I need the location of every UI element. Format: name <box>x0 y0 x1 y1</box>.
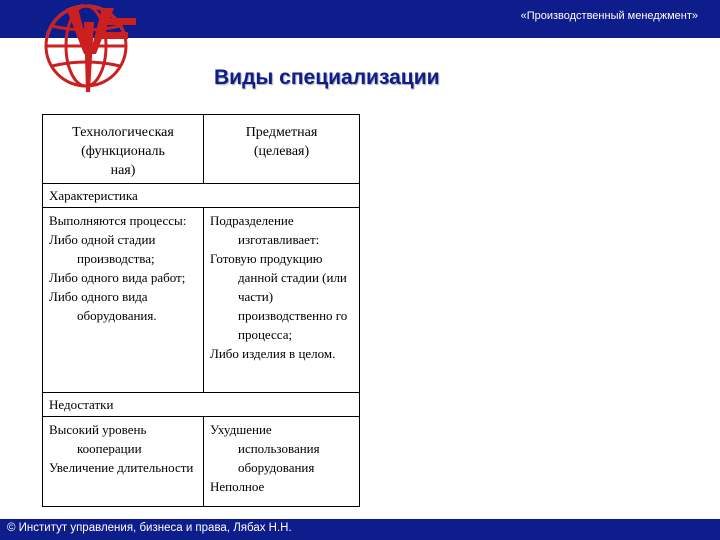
column-header-subject <box>204 115 360 184</box>
course-title: «Производственный менеджмент» <box>520 10 698 22</box>
table-row <box>43 417 360 507</box>
specialization-table <box>42 114 360 507</box>
page-title: Виды специализации <box>214 66 440 89</box>
list-item: Либо одного вида работ; <box>49 270 186 285</box>
section-drawbacks: Недостатки <box>43 393 360 417</box>
list-item: Высокий уровень кооперации <box>49 422 147 456</box>
list-item: Неполное <box>210 479 265 494</box>
footer-bar <box>0 519 720 540</box>
header-line: (функциональ <box>81 144 165 159</box>
list-item: Выполняются процессы: <box>49 213 187 228</box>
cell-characteristic-technological <box>43 208 204 393</box>
list-item: Либо изделия в целом. <box>210 346 336 361</box>
cell-characteristic-subject <box>204 208 360 393</box>
list-item: Подразделение изготавливает: <box>210 213 320 247</box>
section-characteristic: Характеристика <box>43 184 360 208</box>
cell-drawbacks-technological <box>43 417 204 507</box>
cell-drawbacks-subject <box>204 417 360 507</box>
list-item: Готовую продукцию данной стадии (или части) производственно го процесса; <box>210 251 348 342</box>
institute-logo <box>14 2 162 94</box>
header-line: (целевая) <box>253 144 310 159</box>
list-item: Либо одного вида оборудования. <box>49 289 157 323</box>
list-item: Ухудшение использования оборудования <box>210 422 320 475</box>
section-row <box>43 393 360 417</box>
list-item: Увеличение длительности <box>49 460 194 475</box>
header-line: Технологическая <box>72 125 174 140</box>
table-header-row <box>43 115 360 184</box>
header-line: ная) <box>110 163 136 178</box>
copyright-text: © Институт управления, бизнеса и права, Лябах Н.Н. <box>7 522 292 534</box>
header-line: Предметная <box>245 125 318 140</box>
list-item: Либо одной стадии производства; <box>49 232 156 266</box>
column-header-technological <box>43 115 204 184</box>
table-row <box>43 208 360 393</box>
section-row <box>43 184 360 208</box>
